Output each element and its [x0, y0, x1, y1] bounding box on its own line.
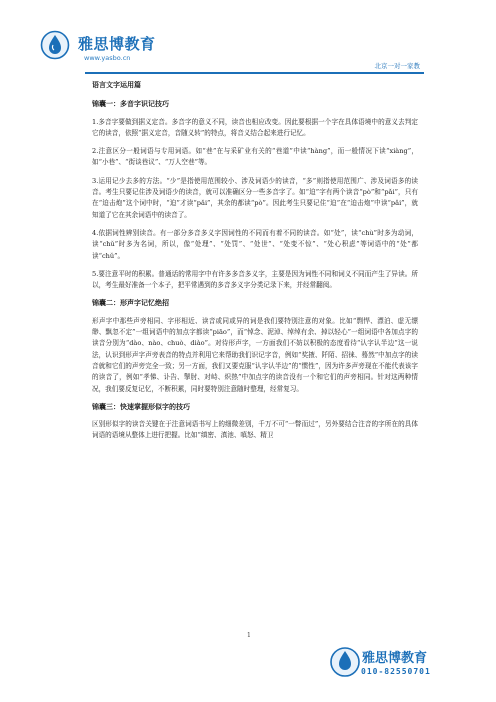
paragraph-5: 5.要注意平时的积累。普通话的常用字中有许多多音多义字，主要是因为词性不同和词义不同而产生了异读。所以，考生最好准备一个本子，把平常遇到的多音多义字分类记录下来，并经常翻阅。	[92, 269, 418, 290]
footer-logo-title: 雅思博教育	[362, 651, 428, 666]
page-number: 1	[247, 632, 251, 639]
logo-title: 雅思博教育	[78, 35, 156, 53]
footer-phone: 010-82550701	[361, 667, 431, 676]
paragraph-6: 形声字中那些声旁相同、字形相近、读音或同或异的词是我们要特别注意的对象。比如“剽悍、漂泊、虚无缥缈、飘忽不定”一组词语中的加点字都读“piāo”，而“悼念、泥淖、绰绰有余、掉以轻心”一组词语中各加点字的读音分别为“dào、nào、chuò、diào”。对待形声字，一方面我们不妨以积极的态度看待“认字认半边”这一说法，认识到形声字声旁表音的特点并利用它来帮助我们识记字音，例如“奖掖、阡陌、招徕、蓦然”中加点字的读音就和它们的声旁完全一致；另一方面，我们又要克服“认字认半边”的“惯性”，因为许多声旁现在不能代表该字的读音了，例如“孝悌、讣告、掣肘、对峙、炽热”中加点字的读音没有一个和它们的声旁相同。针对这两种情况，我们要反复记忆，不断积累，同时要特别注意随时整理，经常复习。	[92, 316, 418, 393]
logo-drop-icon	[40, 30, 70, 60]
paragraph-3: 3.运用记少去多的方法。“少”是指使用范围较小、涉及词语少的读音，“多”则指使用范围广、涉及词语多的读音。考生只要记住涉及词语少的读音，就可以准确区分一些多音字了。如“迫”字有两个读音“pò”和“pǎi”，只有在“迫击炮”这个词中时，“迫”才读“pǎi”，其余的都读“pò”。因此考生只要记住“迫”在“迫击炮”中读“pǎi”，就知道了它在其余词语中的读音了。	[92, 176, 418, 219]
paragraph-7: 区别形似字的读音关键在于注意词语书写上的细微差别，千万不可“一瞥而过”，另外要结合注音的字所在的具体词语的语境从整体上进行把握。比如“缜密、滇池、嗔怒、精卫	[92, 420, 418, 440]
section-heading-2: 锦囊二：形声字记忆绝招	[92, 299, 169, 308]
section-heading-1: 锦囊一：多音字识记技巧	[92, 100, 169, 109]
section-heading-3: 锦囊三：快速掌握形似字的技巧	[92, 402, 190, 411]
page-header	[0, 0, 496, 70]
logo-url: www.yasbo.cn	[84, 54, 131, 62]
document-title: 语言文字运用篇	[92, 81, 141, 89]
paragraph-4: 4.依据词性辨别读音。有一部分多音多义字因词性的不同而有着不同的读音。如“处”，读“chù”时多为动词，读“chǔ”时多为名词，所以，像“处理”、“处罚”、“处世”、“处变不惊”、“处心积虑”等词语中的“处”都读“chǔ”。	[92, 228, 418, 260]
document-body	[92, 80, 418, 449]
header-divider	[85, 72, 424, 74]
header-tagline: 北京一对一家教	[374, 62, 420, 70]
paragraph-1: 1.多音字要做到据义定音。多音字的意义不同，读音也相应改变。因此要根据一个字在具体语境中的意义去判定它的读音，依照“据义定音，音随义转”的特点，将音义结合起来进行记忆。	[92, 117, 418, 137]
paragraph-2: 2.注意区分一般词语与专用词语。如“巷”在与采矿业有关的“巷道”中读“hàng”，而一般情况下读“xiàng”，如“小巷”、“街谈巷议”、“万人空巷”等。	[92, 147, 418, 167]
